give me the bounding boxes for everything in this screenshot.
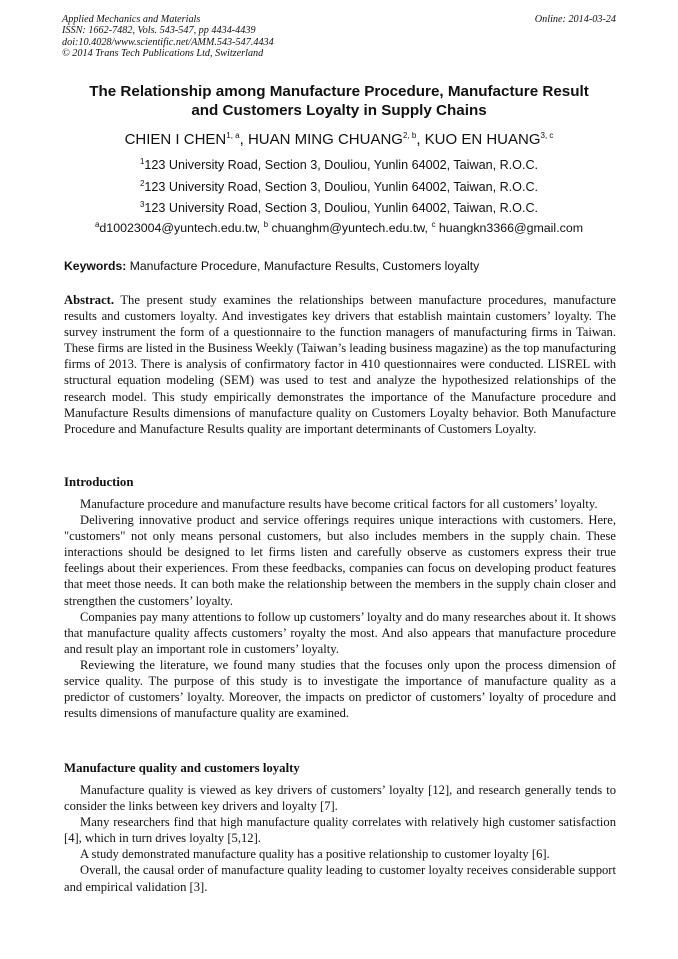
- journal-header: [62, 14, 616, 60]
- title-line-2: and Customers Loyalty in Supply Chains: [191, 102, 487, 119]
- paragraph: Reviewing the literature, we found many studies that the focuses only upon the process dimension of service quality. The purpose of this study is to investigate the importance of manufacture quality as a predictor of customers’ loyalty. Moreover, the impacts on predictor of customers’ loyalty of procedure and results dimensions of manufacture quality are examined.: [64, 657, 616, 721]
- paragraph: Overall, the causal order of manufacture quality leading to customer loyalty receives considerable support and empirical validation [3].: [64, 863, 616, 894]
- affiliation-text: 123 University Road, Section 3, Douliou, Yunlin 64002, Taiwan, R.O.C.: [144, 180, 539, 194]
- email-sup: b: [263, 219, 269, 229]
- affiliation-text: 123 University Road, Section 3, Douliou, Yunlin 64002, Taiwan, R.O.C.: [144, 158, 539, 172]
- keywords-label: Keywords:: [64, 259, 127, 273]
- abstract: [64, 292, 616, 437]
- email-sup: c: [431, 219, 436, 229]
- author-name: KUO EN HUANG: [424, 131, 541, 148]
- author-sup: 1, a: [226, 131, 240, 140]
- affiliation-2: [60, 179, 618, 195]
- email-text: chuanghm@yuntech.edu.tw,: [268, 221, 432, 235]
- paragraph: A study demonstrated manufacture quality has a positive relationship to customer loyalty [6].: [80, 847, 550, 862]
- author-sup: 2, b: [402, 131, 417, 140]
- author-list: [60, 130, 618, 150]
- author-name: HUAN MING CHUANG: [247, 131, 403, 148]
- author-sep: ,: [416, 131, 425, 148]
- email-sup: a: [94, 219, 100, 229]
- affiliation-sup: 3: [139, 199, 145, 209]
- paragraph: Delivering innovative product and service offerings requires unique interactions with customers. Here, "customers" not only means personal customers, but also includes members in the supply chain. These interactions should be designed to let firms listen and carefully observe as customers express their true feelings about their experiences. From these feedbacks, companies can focus on developing product features that meet those needs. It can both make the relationship between the members in the supply chain closer and strengthen the customers’ loyalty.: [64, 513, 616, 608]
- section-heading-manufacture-quality: Manufacture quality and customers loyalty: [64, 761, 300, 775]
- affiliation-sup: 1: [139, 156, 145, 166]
- paragraph: Manufacture quality is viewed as key drivers of customers’ loyalty [12], and research generally tends to consider the links between key drivers and loyalty [7].: [64, 783, 616, 814]
- affiliation-1: [60, 157, 618, 173]
- author-name: CHIEN I CHEN: [124, 131, 227, 148]
- keywords: [64, 258, 618, 274]
- keywords-text: Manufacture Procedure, Manufacture Results, Customers loyalty: [126, 259, 480, 273]
- affiliation-text: 123 University Road, Section 3, Douliou, Yunlin 64002, Taiwan, R.O.C.: [144, 201, 539, 215]
- author-sup: 3, c: [540, 131, 554, 140]
- section-heading-introduction: Introduction: [64, 475, 134, 489]
- online-date: Online: 2014-03-24: [534, 14, 616, 25]
- paragraph: Companies pay many attentions to follow up customers’ loyalty and do many researches about it. It shows that manufacture quality affects customers’ royalty the most. And also appears that manufacture procedure and result play an important role in customers’ loyalty.: [64, 609, 616, 656]
- email-text: huangkn3366@gmail.com: [435, 221, 584, 235]
- doi: doi:10.4028/www.scientific.net/AMM.543-547.4434: [62, 36, 274, 48]
- introduction-body: [64, 496, 616, 721]
- affiliation-3: [60, 200, 618, 216]
- journal-name: Applied Mechanics and Materials: [62, 14, 201, 25]
- affiliation-sup: 2: [139, 178, 145, 188]
- section2-body: [64, 782, 616, 895]
- paper-title: [60, 82, 618, 120]
- issn: ISSN: 1662-7482, Vols. 543-547, pp 4434-4439: [62, 25, 256, 37]
- copyright: © 2014 Trans Tech Publications Ltd, Switzerland: [62, 48, 264, 60]
- paragraph: Manufacture procedure and manufacture results have become critical factors for all customers’ loyalty.: [80, 497, 598, 511]
- abstract-label: Abstract.: [64, 293, 115, 307]
- author-sep: ,: [239, 131, 248, 148]
- abstract-text: The present study examines the relationships between manufacture procedures, manufacture results and customers loyalty. And investigates key drivers that establish maintain customers’ loyalty. The survey instrument the form of a questionnaire to the function managers of manufacturing firms in Taiwan. These firms are listed in the Business Weekly (Taiwan’s leading business magazine) as the top manufacturing firms of 2013. There is analysis of confirmatory factor in 410 questionnaires were conducted. LISREL with structural equation modeling (SEM) was used to test and analyze the hypothesized relationships of the research model. This study empirically demonstrates the importance of the Manufacture procedure and Manufacture Results dimensions of manufacture quality on Customers Loyalty behavior. Both Manufacture Procedure and Manufacture Results quality are important determinants of Customers Loyalty.: [64, 293, 616, 436]
- author-emails: [60, 220, 618, 236]
- email-text: d10023004@yuntech.edu.tw,: [99, 221, 264, 235]
- paragraph: Many researchers find that high manufacture quality correlates with relatively high customer satisfaction [4], which in turn drives loyalty [5,12].: [64, 815, 616, 846]
- title-line-1: The Relationship among Manufacture Procedure, Manufacture Result: [89, 83, 589, 100]
